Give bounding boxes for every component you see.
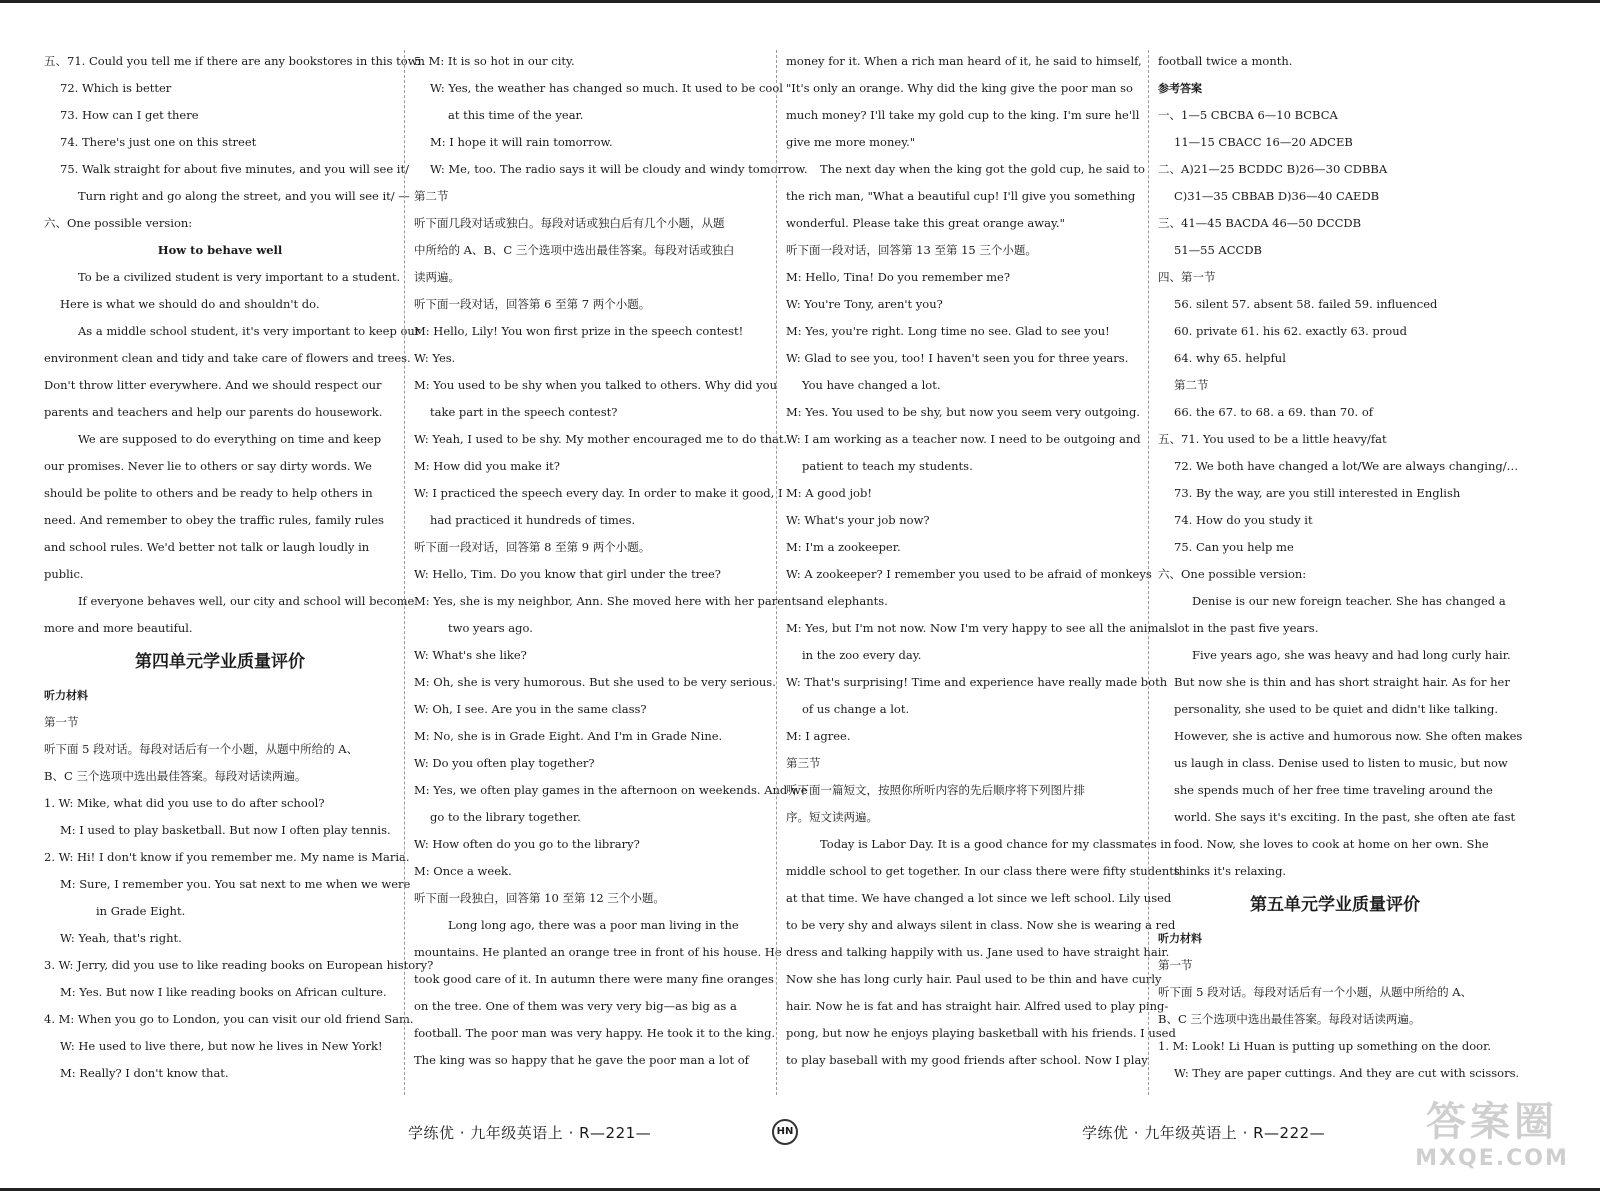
text-line: 56. silent 57. absent 58. failed 59. influenced bbox=[1174, 297, 1438, 311]
text-line: W: A zookeeper? I remember you used to be afraid of monkeys bbox=[786, 567, 1152, 581]
text-line: 第一节 bbox=[44, 715, 79, 729]
text-line: M: Once a week. bbox=[414, 864, 512, 878]
text-line: As a middle school student, it's very important to keep our bbox=[78, 324, 421, 338]
text-line: take part in the speech contest? bbox=[430, 405, 618, 419]
text-line: W: Yeah, that's right. bbox=[60, 931, 182, 945]
text-line: Five years ago, she was heavy and had long curly hair. bbox=[1192, 648, 1511, 662]
text-line: go to the library together. bbox=[430, 810, 581, 824]
bottom-border bbox=[0, 1188, 1600, 1191]
text-line: W: How often do you go to the library? bbox=[414, 837, 640, 851]
text-line: M: How did you make it? bbox=[414, 459, 560, 473]
text-line: 二、A)21—25 BCDDC B)26—30 CDBBA bbox=[1158, 162, 1388, 176]
text-line: 听下面一段对话，回答第 6 至第 7 两个小题。 bbox=[414, 297, 651, 311]
text-line: 2. W: Hi! I don't know if you remember me. My name is Maria. bbox=[44, 850, 410, 864]
text-line: 听下面 5 段对话。每段对话后有一个小题，从题中所给的 A、 bbox=[1158, 985, 1473, 999]
text-line: 75. Walk straight for about five minutes, and you will see it/ bbox=[60, 162, 409, 176]
text-line: 60. private 61. his 62. exactly 63. proud bbox=[1174, 324, 1407, 338]
text-line: two years ago. bbox=[448, 621, 533, 635]
text-line: 75. Can you help me bbox=[1174, 540, 1294, 554]
text-line: in Grade Eight. bbox=[96, 904, 186, 918]
text-line: to be very shy and always silent in class. Now she is wearing a red bbox=[786, 918, 1176, 932]
text-line: mountains. He planted an orange tree in front of his house. He bbox=[414, 945, 782, 959]
text-line: 三、41—45 BACDA 46—50 DCCDB bbox=[1158, 216, 1362, 230]
text-line: M: Sure, I remember you. You sat next to me when we were bbox=[60, 877, 411, 891]
text-line: and elephants. bbox=[802, 594, 888, 608]
text-line: W: Me, too. The radio says it will be cloudy and windy tomorrow. bbox=[430, 162, 808, 176]
text-line: lot in the past five years. bbox=[1174, 621, 1319, 635]
text-line: W: Hello, Tim. Do you know that girl under the tree? bbox=[414, 567, 721, 581]
text-line: personality, she used to be quiet and didn't like talking. bbox=[1174, 702, 1498, 716]
text-line: environment clean and tidy and take care of flowers and trees. bbox=[44, 351, 411, 365]
text-line: M: Yes. You used to be shy, but now you seem very outgoing. bbox=[786, 405, 1140, 419]
text-line: 四、第一节 bbox=[1158, 270, 1216, 284]
text-line: B、C 三个选项中选出最佳答案。每段对话读两遍。 bbox=[1158, 1012, 1421, 1026]
text-line: in the zoo every day. bbox=[802, 648, 922, 662]
text-line: 听下面一段对话，回答第 13 至第 15 三个小题。 bbox=[786, 243, 1037, 257]
top-border bbox=[0, 0, 1600, 3]
text-line: Today is Labor Day. It is a good chance for my classmates in bbox=[820, 837, 1172, 851]
text-line: took good care of it. In autumn there were many fine oranges bbox=[414, 972, 774, 986]
text-line: Now she has long curly hair. Paul used to be thin and have curly bbox=[786, 972, 1162, 986]
text-line: had practiced it hundreds of times. bbox=[430, 513, 636, 527]
text-line: M: A good job! bbox=[786, 486, 872, 500]
text-line: W: What's your job now? bbox=[786, 513, 930, 527]
text-line: public. bbox=[44, 567, 84, 581]
text-line: W: Oh, I see. Are you in the same class? bbox=[414, 702, 647, 716]
text-line: on the tree. One of them was very very big—as big as a bbox=[414, 999, 737, 1013]
text-line: M: I hope it will rain tomorrow. bbox=[430, 135, 613, 149]
text-line: of us change a lot. bbox=[802, 702, 910, 716]
text-line: 听下面几段对话或独白。每段对话或独白后有几个小题，从题 bbox=[414, 216, 725, 230]
text-line: middle school to get together. In our class there were fifty students bbox=[786, 864, 1180, 878]
text-line: 5. M: It is so hot in our city. bbox=[414, 54, 575, 68]
text-line: M: I used to play basketball. But now I often play tennis. bbox=[60, 823, 391, 837]
text-line: We are supposed to do everything on time and keep bbox=[78, 432, 382, 446]
text-line: parents and teachers and help our parents do housework. bbox=[44, 405, 383, 419]
watermark-text: 答案圈 bbox=[1426, 1099, 1558, 1145]
text-line: 1. M: Look! Li Huan is putting up something on the door. bbox=[1158, 1039, 1491, 1053]
text-line: pong, but now he enjoys playing basketball with his friends. I used bbox=[786, 1026, 1176, 1040]
text-line: M: Yes, you're right. Long time no see. Glad to see you! bbox=[786, 324, 1110, 338]
text-line: 74. There's just one on this street bbox=[60, 135, 257, 149]
text-line: M: I agree. bbox=[786, 729, 851, 743]
text-line: she spends much of her free time traveling around the bbox=[1174, 783, 1493, 797]
text-line: 六、One possible version: bbox=[1158, 567, 1307, 581]
text-line: M: Yes. But now I like reading books on African culture. bbox=[60, 985, 387, 999]
text-line: Long long ago, there was a poor man living in the bbox=[448, 918, 739, 932]
text-line: W: Yeah, I used to be shy. My mother encouraged me to do that. bbox=[414, 432, 788, 446]
text-line: W: What's she like? bbox=[414, 648, 527, 662]
text-line: 64. why 65. helpful bbox=[1174, 351, 1286, 365]
text-line: food. Now, she loves to cook at home on her own. She bbox=[1174, 837, 1489, 851]
text-line: 听力材料 bbox=[44, 689, 88, 702]
text-line: B、C 三个选项中选出最佳答案。每段对话读两遍。 bbox=[44, 769, 307, 783]
text-line: M: Yes, but I'm not now. Now I'm very happy to see all the animals bbox=[786, 621, 1175, 635]
text-line: "It's only an orange. Why did the king give the poor man so bbox=[786, 81, 1133, 95]
text-line: 一、1—5 CBCBA 6—10 BCBCA bbox=[1158, 108, 1338, 122]
text-line: How to behave well bbox=[157, 243, 283, 257]
text-line: at this time of the year. bbox=[448, 108, 584, 122]
text-line: M: Yes, we often play games in the afternoon on weekends. And we bbox=[414, 783, 808, 797]
text-line: 73. How can I get there bbox=[60, 108, 199, 122]
column-4 bbox=[1158, 48, 1523, 1087]
text-line: M: Hello, Tina! Do you remember me? bbox=[786, 270, 1011, 284]
text-line: 序。短文读两遍。 bbox=[786, 810, 878, 824]
section-heading: 第四单元学业质量评价 bbox=[135, 652, 305, 672]
text-line: W: They are paper cuttings. And they are cut with scissors. bbox=[1174, 1066, 1520, 1080]
text-line: W: I practiced the speech every day. In order to make it good, I bbox=[414, 486, 783, 500]
text-line: W: He used to live there, but now he lives in New York! bbox=[60, 1039, 383, 1053]
text-line: 中所给的 A、B、C 三个选项中选出最佳答案。每段对话或独白 bbox=[414, 243, 735, 257]
text-line: 3. W: Jerry, did you use to like reading books on European history? bbox=[44, 958, 434, 972]
text-line: If everyone behaves well, our city and school will become bbox=[78, 594, 415, 608]
text-line: The king was so happy that he gave the poor man a lot of bbox=[414, 1053, 749, 1067]
text-line: thinks it's relaxing. bbox=[1174, 864, 1287, 878]
text-line: hair. Now he is fat and has straight hair. Alfred used to play ping- bbox=[786, 999, 1169, 1013]
text-line: should be polite to others and be ready to help others in bbox=[44, 486, 373, 500]
text-line: 第二节 bbox=[1174, 378, 1209, 392]
text-line: M: Really? I don't know that. bbox=[60, 1066, 229, 1080]
text-line: M: Oh, she is very humorous. But she used to be very serious. bbox=[414, 675, 776, 689]
text-line: W: That's surprising! Time and experience have really made both bbox=[786, 675, 1168, 689]
text-line: 1. W: Mike, what did you use to do after school? bbox=[44, 796, 325, 810]
text-line: 五、71. Could you tell me if there are any bookstores in this town bbox=[44, 54, 425, 68]
text-line: 72. We both have changed a lot/We are always changing/… bbox=[1174, 459, 1519, 473]
text-line: at that time. We have changed a lot since we left school. Lily used bbox=[786, 891, 1172, 905]
text-line: To be a civilized student is very important to a student. bbox=[78, 270, 401, 284]
text-line: football twice a month. bbox=[1158, 54, 1293, 68]
text-line: Turn right and go along the street, and you will see it/ — bbox=[78, 189, 410, 203]
column-divider bbox=[1148, 50, 1149, 1095]
text-line: give me more money." bbox=[786, 135, 916, 149]
text-line: 听下面一段独白，回答第 10 至第 12 三个小题。 bbox=[414, 891, 665, 905]
text-line: C)31—35 CBBAB D)36—40 CAEDB bbox=[1174, 189, 1380, 203]
text-line: However, she is active and humorous now. She often makes bbox=[1174, 729, 1523, 743]
text-line: W: Yes. bbox=[414, 351, 456, 365]
text-line: dress and talking happily with us. Jane used to have straight hair. bbox=[786, 945, 1170, 959]
text-line: 听下面 5 段对话。每段对话后有一个小题，从题中所给的 A、 bbox=[44, 742, 359, 756]
text-line: 4. M: When you go to London, you can visit our old friend Sam. bbox=[44, 1012, 414, 1026]
text-line: 第三节 bbox=[786, 756, 821, 770]
text-line: Denise is our new foreign teacher. She has changed a bbox=[1192, 594, 1506, 608]
text-line: us laugh in class. Denise used to listen to music, but now bbox=[1174, 756, 1508, 770]
footer-right-page: 学练优 · 九年级英语上 · R—222— bbox=[1082, 1124, 1326, 1142]
text-line: 听力材料 bbox=[1158, 932, 1202, 945]
text-line: 参考答案 bbox=[1158, 82, 1202, 95]
text-line: 11—15 CBACC 16—20 ADCEB bbox=[1174, 135, 1353, 149]
text-line: the rich man, "What a beautiful cup! I'll give you something bbox=[786, 189, 1136, 203]
text-line: 51—55 ACCDB bbox=[1174, 243, 1262, 257]
text-line: more and more beautiful. bbox=[44, 621, 193, 635]
column-divider bbox=[776, 50, 777, 1095]
watermark-url: MXQE.COM bbox=[1415, 1146, 1569, 1171]
text-line: wonderful. Please take this great orange away." bbox=[786, 216, 1065, 230]
text-line: patient to teach my students. bbox=[802, 459, 973, 473]
text-line: much money? I'll take my gold cup to the king. I'm sure he'll bbox=[786, 108, 1140, 122]
publisher-badge-icon: HN bbox=[772, 1119, 798, 1145]
text-line: 73. By the way, are you still interested in English bbox=[1174, 486, 1461, 500]
text-line: need. And remember to obey the traffic rules, family rules bbox=[44, 513, 384, 527]
watermark-logo bbox=[1392, 1098, 1592, 1172]
text-line: money for it. When a rich man heard of it, he said to himself, bbox=[786, 54, 1142, 68]
text-line: 74. How do you study it bbox=[1174, 513, 1313, 527]
text-line: 66. the 67. to 68. a 69. than 70. of bbox=[1174, 405, 1374, 419]
text-line: 读两遍。 bbox=[414, 270, 460, 284]
text-line: W: Yes, the weather has changed so much. It used to be cool bbox=[430, 81, 783, 95]
text-line: W: Do you often play together? bbox=[414, 756, 595, 770]
text-line: 72. Which is better bbox=[60, 81, 172, 95]
text-line: football. The poor man was very happy. He took it to the king. bbox=[414, 1026, 776, 1040]
text-line: our promises. Never lie to others or say dirty words. We bbox=[44, 459, 372, 473]
column-divider bbox=[404, 50, 405, 1095]
text-line: 五、71. You used to be a little heavy/fat bbox=[1158, 432, 1387, 446]
text-line: M: I'm a zookeeper. bbox=[786, 540, 901, 554]
text-line: M: No, she is in Grade Eight. And I'm in Grade Nine. bbox=[414, 729, 723, 743]
text-line: M: Hello, Lily! You won first prize in the speech contest! bbox=[414, 324, 744, 338]
text-line: 听下面一篇短文，按照你所听内容的先后顺序将下列图片排 bbox=[786, 783, 1085, 797]
text-line: But now she is thin and has short straight hair. As for her bbox=[1174, 675, 1510, 689]
text-line: The next day when the king got the gold cup, he said to bbox=[820, 162, 1145, 176]
footer-left-page: 学练优 · 九年级英语上 · R—221— bbox=[408, 1124, 652, 1142]
text-line: and school rules. We'd better not talk or laugh loudly in bbox=[44, 540, 370, 554]
text-line: 听下面一段对话，回答第 8 至第 9 两个小题。 bbox=[414, 540, 651, 554]
text-line: W: You're Tony, aren't you? bbox=[786, 297, 943, 311]
text-line: 第一节 bbox=[1158, 958, 1193, 972]
text-line: W: Glad to see you, too! I haven't seen you for three years. bbox=[786, 351, 1129, 365]
text-line: Don't throw litter everywhere. And we should respect our bbox=[44, 378, 382, 392]
text-line: M: You used to be shy when you talked to others. Why did you bbox=[414, 378, 777, 392]
text-line: to play baseball with my good friends after school. Now I play bbox=[786, 1053, 1148, 1067]
text-line: Here is what we should do and shouldn't do. bbox=[60, 297, 320, 311]
text-line: M: Yes, she is my neighbor, Ann. She moved here with her parents bbox=[414, 594, 802, 608]
text-line: 六、One possible version: bbox=[44, 216, 193, 230]
section-heading: 第五单元学业质量评价 bbox=[1250, 895, 1420, 915]
text-line: W: I am working as a teacher now. I need to be outgoing and bbox=[786, 432, 1141, 446]
text-line: You have changed a lot. bbox=[802, 378, 941, 392]
text-line: 第二节 bbox=[414, 189, 449, 203]
text-line: world. She says it's exciting. In the past, she often ate fast bbox=[1174, 810, 1516, 824]
